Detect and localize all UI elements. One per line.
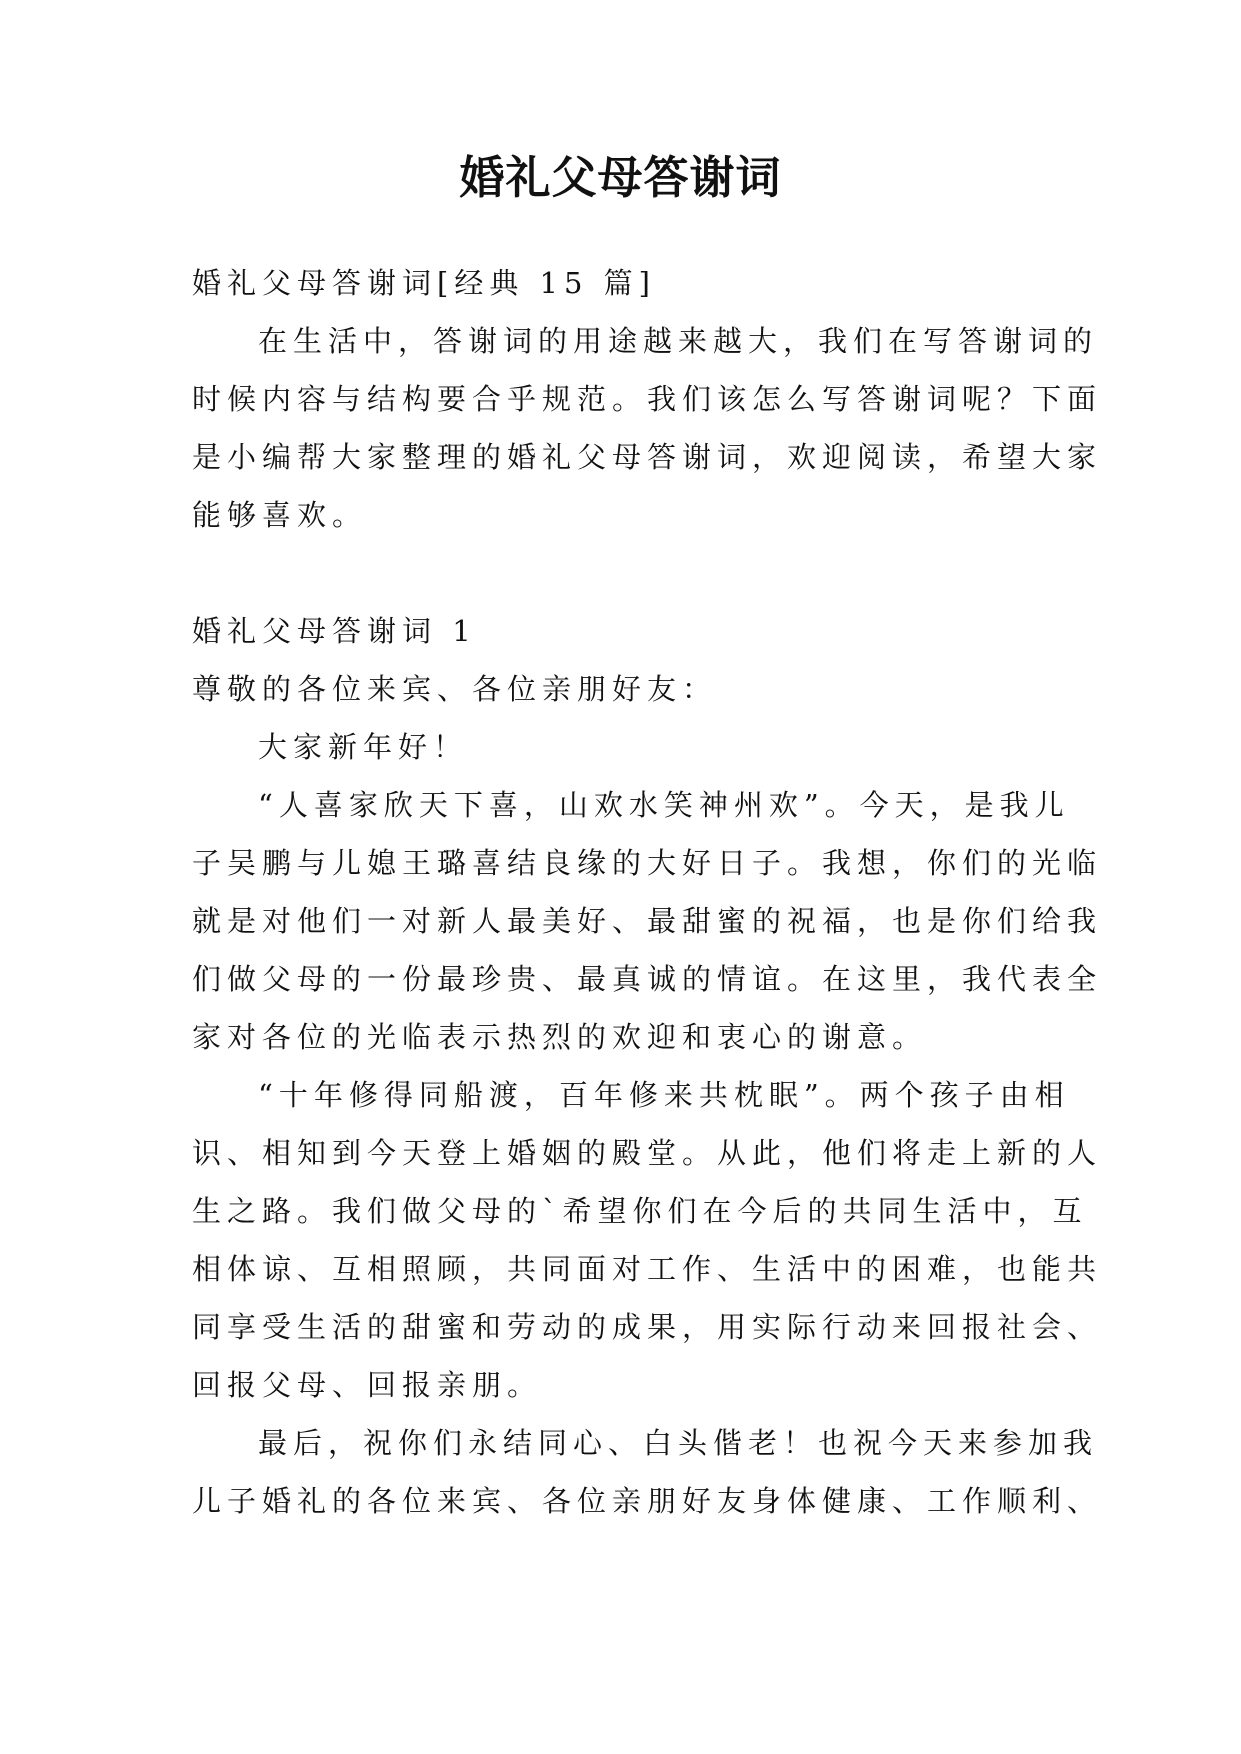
text-line: 生之路。我们做父母的`希望你们在今后的共同生活中，互	[192, 1194, 1088, 1228]
text-line: 就是对他们一对新人最美好、最甜蜜的祝福，也是你们给我	[192, 904, 1103, 938]
text-line: 们做父母的一份最珍贵、最真诚的情谊。在这里，我代表全	[192, 962, 1103, 996]
document-body	[192, 254, 1103, 1530]
text-line: 婚礼父母答谢词[经典 15 篇]	[192, 266, 656, 300]
blank-line	[192, 544, 1072, 602]
text-line: 回报父母、回报亲朋。	[192, 1368, 543, 1402]
text-line: 时候内容与结构要合乎规范。我们该怎么写答谢词呢？下面	[192, 382, 1103, 416]
text-line: 婚礼父母答谢词 1	[192, 614, 477, 648]
text-line: 能够喜欢。	[192, 498, 368, 532]
text-line: 是小编帮大家整理的婚礼父母答谢词，欢迎阅读，希望大家	[192, 440, 1103, 474]
text-line: 尊敬的各位来宾、各位亲朋好友：	[192, 672, 718, 706]
text-line: 家对各位的光临表示热烈的欢迎和衷心的谢意。	[192, 1020, 928, 1054]
document-title: 婚礼父母答谢词	[459, 151, 782, 204]
text-line: 子吴鹏与儿媳王璐喜结良缘的大好日子。我想，你们的光临	[192, 846, 1103, 880]
text-line: 最后，祝你们永结同心、白头偕老！也祝今天来参加我	[258, 1426, 1099, 1460]
text-line: 在生活中，答谢词的用途越来越大，我们在写答谢词的	[258, 324, 1099, 358]
text-line: 同享受生活的甜蜜和劳动的成果，用实际行动来回报社会、	[192, 1310, 1103, 1344]
text-line: 大家新年好！	[258, 730, 469, 764]
text-line: “十年修得同船渡，百年修来共枕眠”。两个孩子由相	[258, 1078, 1070, 1112]
text-line: 识、相知到今天登上婚姻的殿堂。从此，他们将走上新的人	[192, 1136, 1103, 1170]
text-line: 相体谅、互相照顾，共同面对工作、生活中的困难，也能共	[192, 1252, 1103, 1286]
text-line: 儿子婚礼的各位来宾、各位亲朋好友身体健康、工作顺利、	[192, 1484, 1103, 1518]
text-line: “人喜家欣天下喜，山欢水笑神州欢”。今天，是我儿	[258, 788, 1070, 822]
